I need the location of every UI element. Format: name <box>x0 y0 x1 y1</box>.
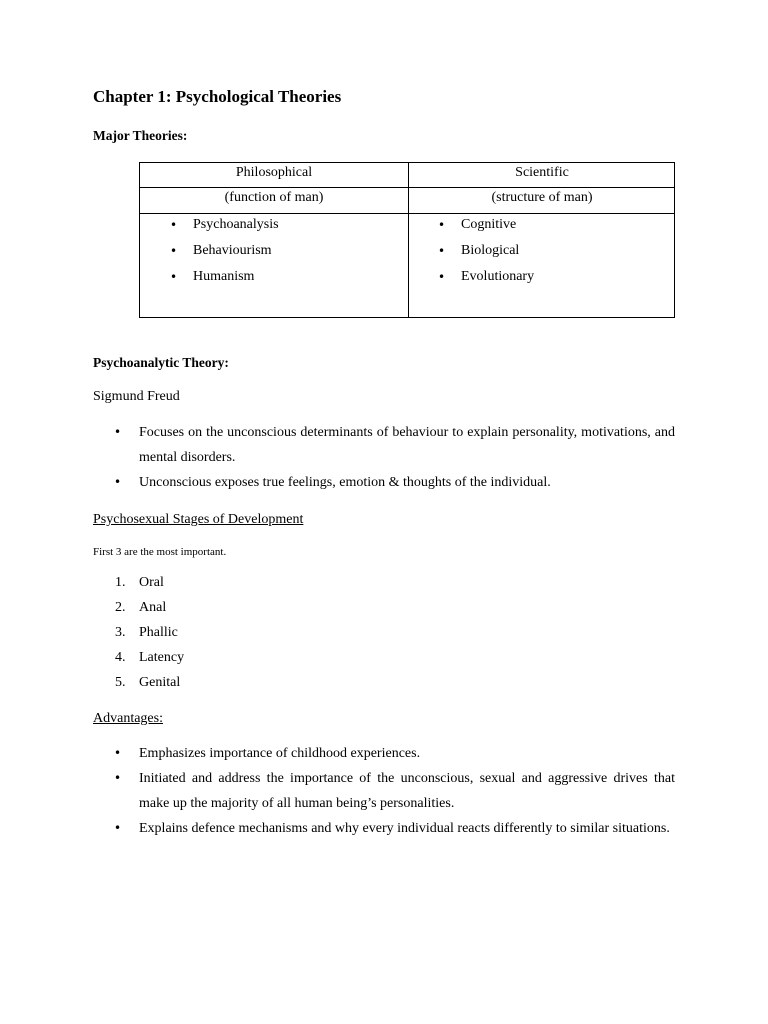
stages-list <box>115 570 184 695</box>
list-item: 2. Anal <box>115 600 167 615</box>
advantages-bullets <box>93 741 675 841</box>
list-item: • Evolutionary <box>438 268 534 294</box>
psychoanalytic-bullets <box>93 420 675 495</box>
table-header-philosophical: Philosophical <box>235 165 313 180</box>
scientific-list <box>438 216 534 294</box>
list-item: • Humanism <box>170 268 279 294</box>
psychoanalytic-heading: Psychoanalytic Theory: <box>93 355 229 370</box>
advantages-heading: Advantages: <box>93 711 163 726</box>
list-item: • Emphasizes importance of childhood experiences. <box>93 741 675 766</box>
philosophical-list <box>170 216 279 294</box>
major-theories-heading: Major Theories: <box>93 128 188 143</box>
chapter-title: Chapter 1: Psychological Theories <box>93 87 342 106</box>
stages-heading: Psychosexual Stages of Development <box>93 512 304 527</box>
person-name: Sigmund Freud <box>93 389 180 404</box>
list-item: • Explains defence mechanisms and why every individual reacts differently to similar situations. <box>93 816 675 841</box>
list-item: 1. Oral <box>115 575 164 590</box>
table-subheader-scientific: (structure of man) <box>491 190 593 205</box>
list-item: • Biological <box>438 242 534 268</box>
list-item: • Cognitive <box>438 216 534 242</box>
table-header-scientific: Scientific <box>515 165 569 180</box>
list-item: • Behaviourism <box>170 242 279 268</box>
list-item: • Initiated and address the importance of the unconscious, sexual and aggressive drives that make up the majority of all human being’s personalities. <box>93 766 675 816</box>
table-row-divider <box>140 213 674 214</box>
list-item: 5. Genital <box>115 675 181 690</box>
list-item: • Focuses on the unconscious determinants of behaviour to explain personality, motivations, and mental disorders. <box>93 420 675 470</box>
list-item: 3. Phallic <box>115 625 178 640</box>
list-item: • Psychoanalysis <box>170 216 279 242</box>
stages-note: First 3 are the most important. <box>93 546 227 558</box>
list-item: • Unconscious exposes true feelings, emotion & thoughts of the individual. <box>93 470 675 495</box>
theories-table <box>139 162 675 318</box>
table-row-divider <box>140 187 674 188</box>
list-item: 4. Latency <box>115 650 185 665</box>
table-subheader-philosophical: (function of man) <box>224 190 324 205</box>
